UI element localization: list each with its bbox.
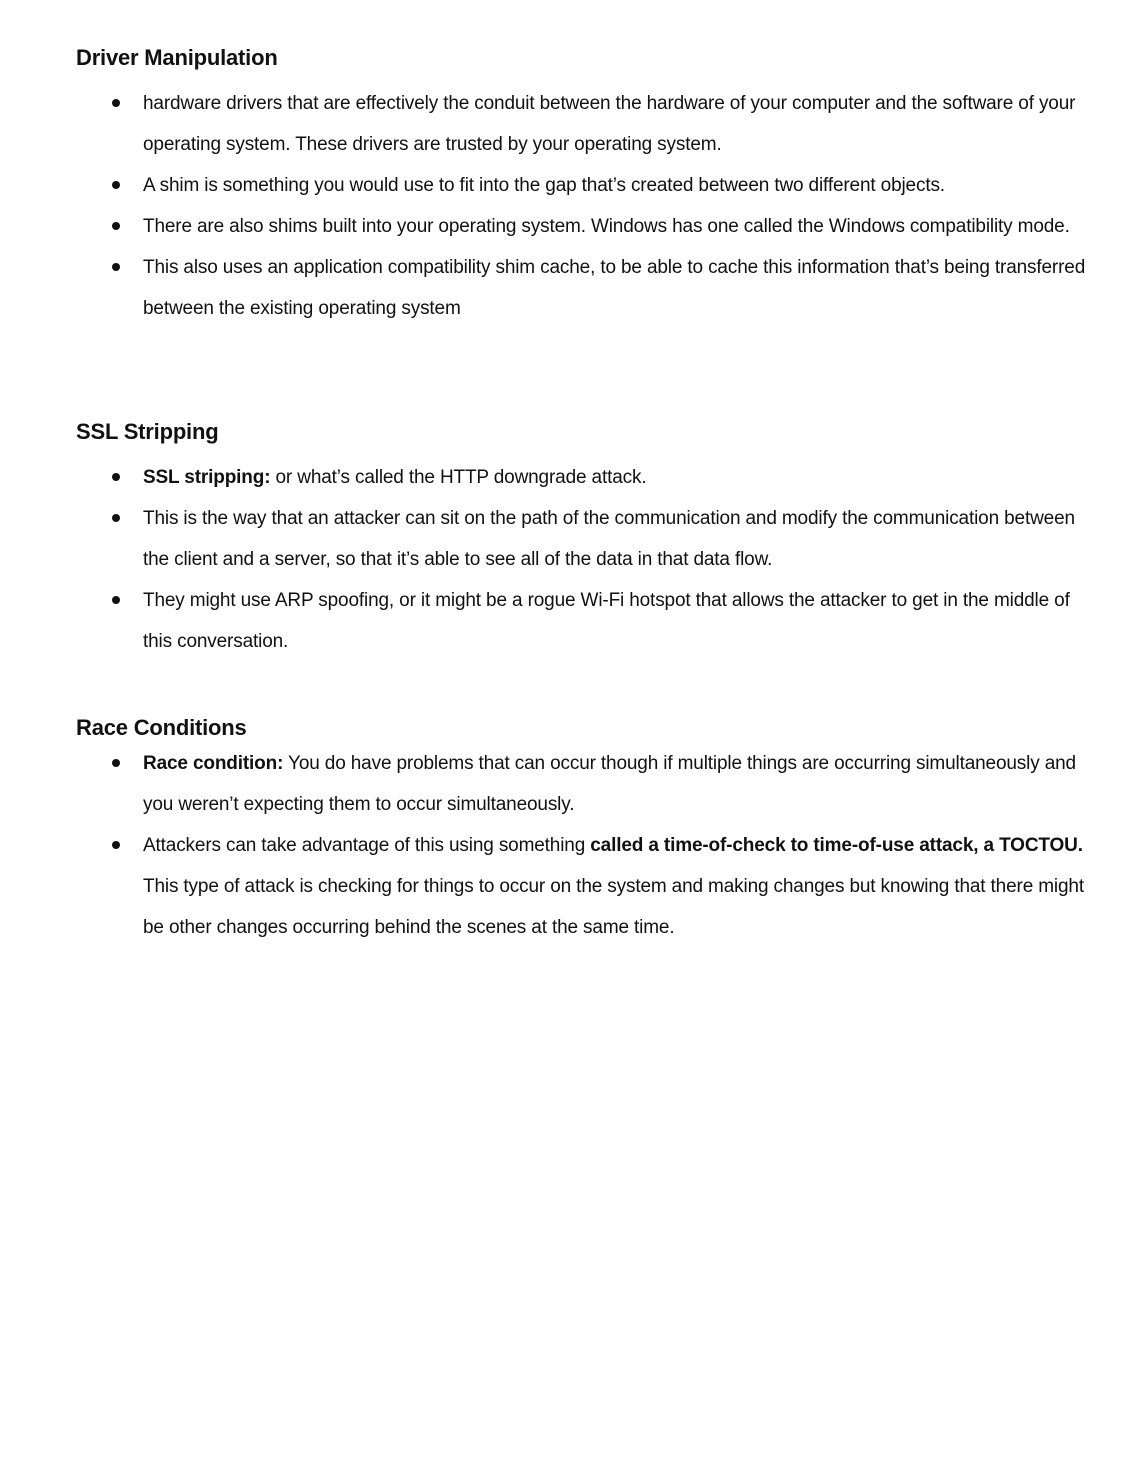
bullet-icon <box>112 759 120 767</box>
list-item-text: You do have problems that can occur though if multiple things are occurring simultaneously and you weren’t expecting them to occur simultaneously. <box>143 753 1076 815</box>
bullet-list <box>76 457 1096 662</box>
list-item-text: They might use ARP spoofing, or it might be a rogue Wi-Fi hotspot that allows the attacker to get in the middle of this conversation. <box>143 590 1070 652</box>
list-item <box>76 247 1096 329</box>
section-heading: Driver Manipulation <box>76 45 278 70</box>
section-ssl-stripping <box>76 417 1096 662</box>
bullet-icon <box>112 514 120 522</box>
list-item-text: This is the way that an attacker can sit on the path of the communication and modify the communication between the client and a server, so that it’s able to see all of the data in that data flow. <box>143 508 1075 570</box>
section-race-conditions <box>76 713 1096 948</box>
section-heading: Race Conditions <box>76 715 247 740</box>
list-item <box>76 743 1096 825</box>
list-item-text: Attackers can take advantage of this using something <box>143 835 591 856</box>
list-item-text: A shim is something you would use to fit into the gap that’s created between two different objects. <box>143 175 945 196</box>
section-heading: SSL Stripping <box>76 419 219 444</box>
term-label: Race condition: <box>143 753 284 774</box>
list-item-text: hardware drivers that are effectively the conduit between the hardware of your computer and the software of your operating system. These drivers are trusted by your operating system. <box>143 93 1076 155</box>
list-item <box>76 498 1096 580</box>
emphasis-text: called a time-of-check to time-of-use attack, a TOCTOU. <box>590 835 1083 856</box>
list-item-text: This type of attack is checking for things to occur on the system and making changes but knowing that there might be other changes occurring behind the scenes at the same time. <box>143 876 1084 938</box>
term-label: SSL stripping: <box>143 467 271 488</box>
list-item <box>76 206 1096 247</box>
bullet-icon <box>112 596 120 604</box>
list-item-text: This also uses an application compatibility shim cache, to be able to cache this information that’s being transferred between the existing operating system <box>143 257 1086 319</box>
list-item <box>76 165 1096 206</box>
list-item <box>76 825 1096 948</box>
bullet-icon <box>112 99 120 107</box>
bullet-icon <box>112 263 120 271</box>
list-item <box>76 580 1096 662</box>
bullet-icon <box>112 222 120 230</box>
bullet-icon <box>112 181 120 189</box>
bullet-list <box>76 83 1096 329</box>
list-item <box>76 457 1096 498</box>
bullet-list <box>76 743 1096 948</box>
bullet-icon <box>112 841 120 849</box>
bullet-icon <box>112 473 120 481</box>
list-item-text: or what’s called the HTTP downgrade attack. <box>270 467 647 488</box>
section-driver-manipulation <box>76 43 1096 329</box>
list-item <box>76 83 1096 165</box>
list-item-text: There are also shims built into your operating system. Windows has one called the Windows compatibility mode. <box>143 216 1070 237</box>
